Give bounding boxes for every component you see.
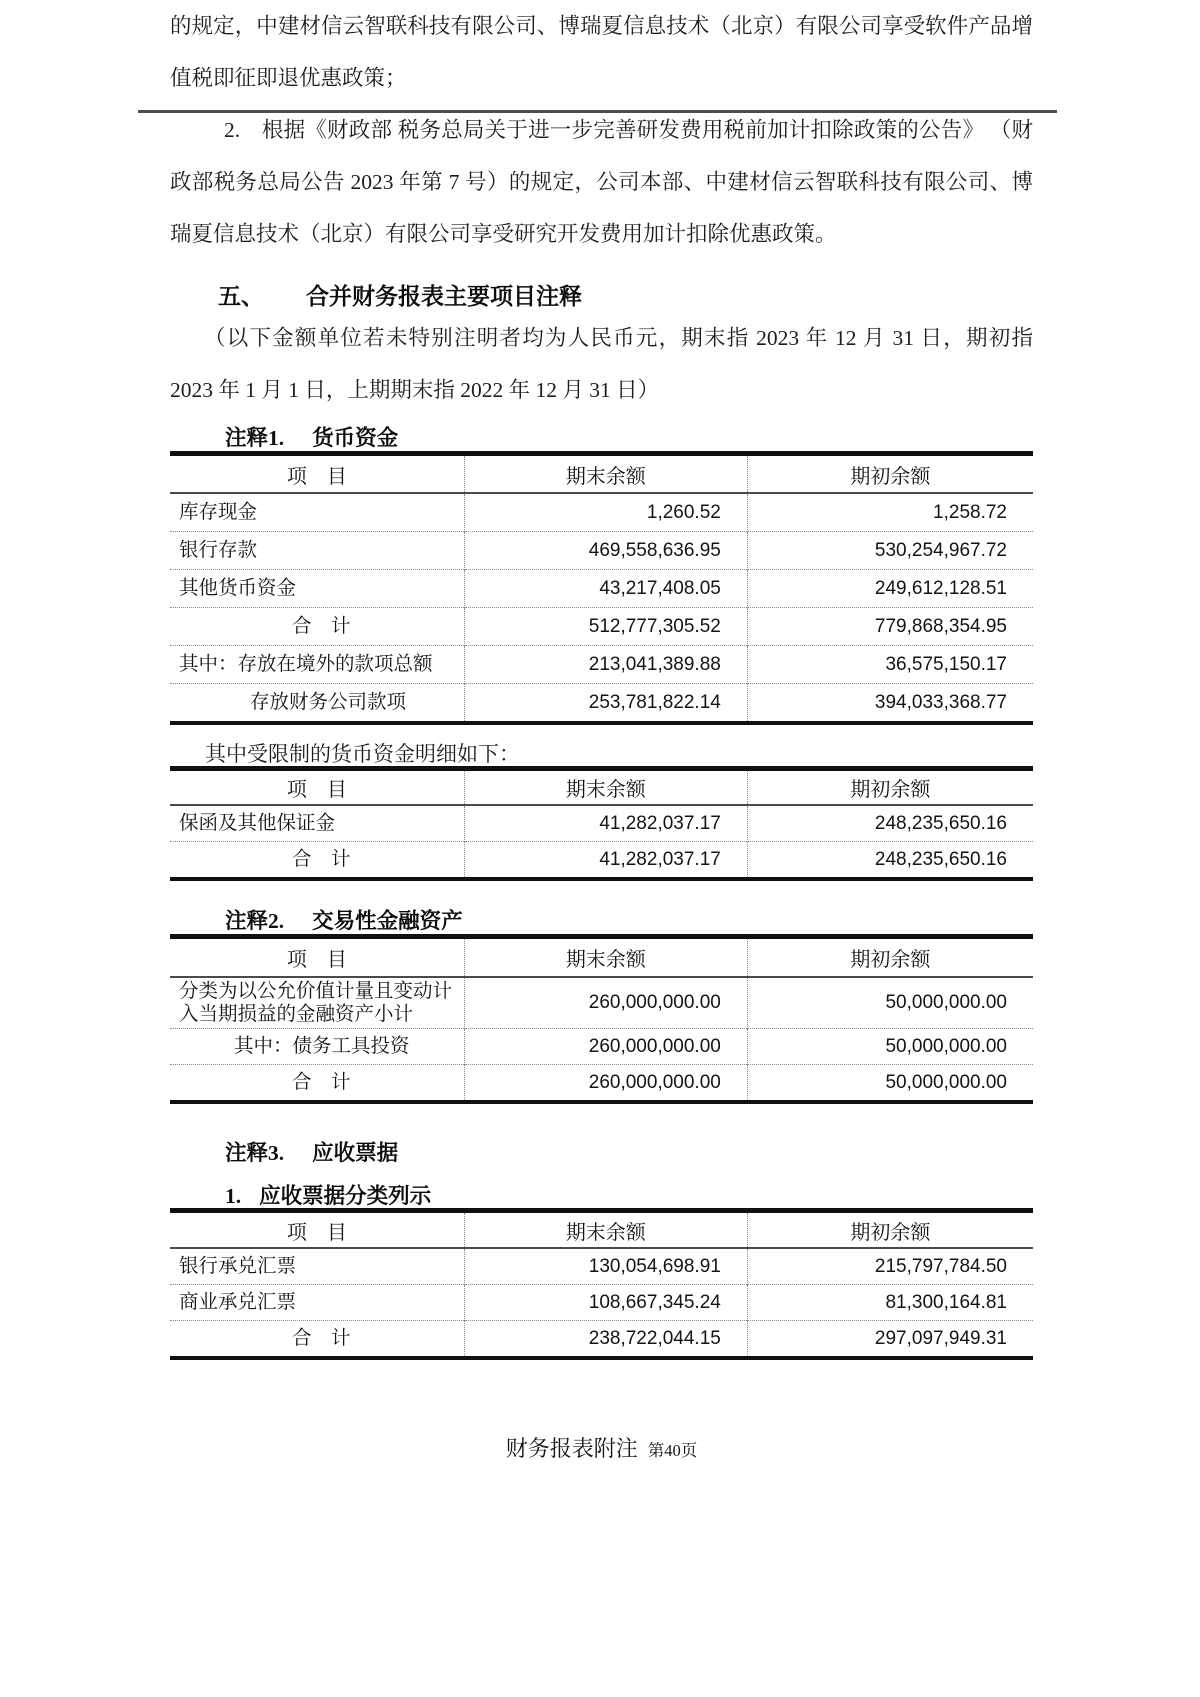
value-beginning: 81,300,164.81 [747, 1285, 1033, 1321]
column-header-item: 项 目 [170, 1211, 464, 1249]
value-beginning: 248,235,650.16 [747, 842, 1033, 880]
value-beginning: 50,000,000.00 [747, 1029, 1033, 1065]
row-label: 存放财务公司款项 [170, 684, 464, 724]
table-row [170, 1285, 1033, 1321]
table-row-total [170, 1321, 1033, 1359]
column-header-ending: 期末余额 [464, 769, 747, 806]
note3-item1-number: 1. [225, 1184, 242, 1208]
value-beginning: 50,000,000.00 [747, 1065, 1033, 1103]
column-header-item: 项 目 [170, 769, 464, 806]
note2-label: 注释2. [225, 909, 285, 933]
value-ending: 512,777,305.52 [464, 608, 747, 646]
footer-title: 财务报表附注 [505, 1436, 638, 1461]
value-beginning: 394,033,368.77 [747, 684, 1033, 724]
note2-title: 交易性金融资产 [312, 909, 463, 933]
column-header-beginning: 期初余额 [747, 937, 1033, 978]
footer-page-number: 第40页 [647, 1441, 698, 1460]
note1-label: 注释1. [225, 426, 285, 450]
value-ending: 108,667,345.24 [464, 1285, 747, 1321]
scope-note: （以下金额单位若未特别注明者均为人民币元，期末指 2023 年 12 月 31 日，期初指 2023 年 1 月 1 日，上期期末指 2022 年 12 月 31 日） [170, 326, 1033, 402]
table-header-row [170, 454, 1033, 494]
value-beginning: 779,868,354.95 [747, 608, 1033, 646]
row-label: 银行承兑汇票 [179, 1256, 297, 1277]
value-ending: 41,282,037.17 [464, 842, 747, 880]
column-header-item: 项 目 [170, 454, 464, 494]
value-ending: 41,282,037.17 [464, 805, 747, 842]
row-label: 银行存款 [170, 532, 464, 570]
value-ending: 238,722,044.15 [464, 1321, 747, 1359]
note3-item1-title: 应收票据分类列示 [259, 1184, 432, 1208]
value-ending: 1,260.52 [464, 493, 747, 532]
section-title: 合并财务报表主要项目注释 [306, 284, 582, 309]
table-header-row [170, 769, 1033, 806]
section-heading [218, 282, 1033, 312]
table-row [170, 570, 1033, 608]
value-beginning: 297,097,949.31 [747, 1321, 1033, 1359]
column-header-beginning: 期初余额 [747, 454, 1033, 494]
value-ending: 213,041,389.88 [464, 646, 747, 684]
value-beginning: 249,612,128.51 [747, 570, 1033, 608]
value-beginning: 248,235,650.16 [747, 805, 1033, 842]
policy-item-paragraph: 2. 根据《财政部 税务总局关于进一步完善研发费用税前加计扣除政策的公告》 （财政部税务总局公告 2023 年第 7 号）的规定，公司本部、中建材信云智联科技有限公司、博瑞夏信息技术（北京）有限公司享受研究开发费用加计扣除优惠政策。 [170, 118, 1033, 246]
note3-label: 注释3. [225, 1141, 285, 1165]
table-row-total [170, 1065, 1033, 1103]
row-label: 合 计 [170, 1065, 464, 1103]
section-number: 五、 [218, 284, 264, 309]
table-row [170, 1029, 1033, 1065]
intro-paragraph: 的规定，中建材信云智联科技有限公司、博瑞夏信息技术（北京）有限公司享受软件产品增值税即征即退优惠政策； [170, 14, 1033, 90]
page-footer [170, 1432, 1033, 1463]
column-header-item: 项 目 [170, 937, 464, 978]
row-label: 合 计 [170, 1321, 464, 1359]
row-label: 分类为以公允价值计量且变动计入当期损益的金融资产小计 [179, 981, 453, 1025]
row-label: 其中：存放在境外的款项总额 [170, 646, 464, 684]
value-ending: 253,781,822.14 [464, 684, 747, 724]
table-row-total [170, 608, 1033, 646]
value-beginning: 36,575,150.17 [747, 646, 1033, 684]
value-beginning: 1,258.72 [747, 493, 1033, 532]
value-ending: 130,054,698.91 [464, 1248, 747, 1285]
column-header-beginning: 期初余额 [747, 1211, 1033, 1249]
note1-title: 货币资金 [312, 426, 399, 450]
value-ending: 260,000,000.00 [464, 1029, 747, 1065]
column-header-beginning: 期初余额 [747, 769, 1033, 806]
value-ending: 469,558,636.95 [464, 532, 747, 570]
row-label: 其中：债务工具投资 [170, 1029, 464, 1065]
row-label: 库存现金 [179, 502, 258, 523]
note3-heading [225, 1141, 1033, 1166]
table-row [170, 532, 1033, 570]
value-beginning: 530,254,967.72 [747, 532, 1033, 570]
restricted-funds-caption: 其中受限制的货币资金明细如下： [205, 742, 520, 766]
table-row [170, 805, 1033, 842]
table-row-total [170, 842, 1033, 880]
row-label: 合 计 [170, 608, 464, 646]
table-row [170, 1248, 1033, 1285]
column-header-ending: 期末余额 [464, 1211, 747, 1249]
table-header-row [170, 1211, 1033, 1249]
value-ending: 260,000,000.00 [464, 977, 747, 1029]
row-label: 其他货币资金 [170, 570, 464, 608]
value-ending: 260,000,000.00 [464, 1065, 747, 1103]
restricted-funds-table [170, 766, 1033, 881]
note1-table [170, 451, 1033, 725]
row-label: 商业承兑汇票 [170, 1285, 464, 1321]
column-header-ending: 期末余额 [464, 454, 747, 494]
note2-heading [225, 909, 1033, 934]
column-header-ending: 期末余额 [464, 937, 747, 978]
value-beginning: 215,797,784.50 [747, 1248, 1033, 1285]
row-label: 合 计 [170, 842, 464, 880]
table-row [170, 646, 1033, 684]
note3-item1-heading [225, 1184, 1033, 1208]
row-label: 保函及其他保证金 [179, 813, 336, 834]
value-beginning: 50,000,000.00 [747, 977, 1033, 1029]
note3-title: 应收票据 [312, 1141, 399, 1165]
note2-table [170, 934, 1033, 1104]
note3-table [170, 1208, 1033, 1360]
table-row [170, 977, 1033, 1029]
table-row [170, 493, 1033, 532]
note1-heading [225, 426, 1033, 451]
table-header-row [170, 937, 1033, 978]
value-ending: 43,217,408.05 [464, 570, 747, 608]
table-row [170, 684, 1033, 724]
